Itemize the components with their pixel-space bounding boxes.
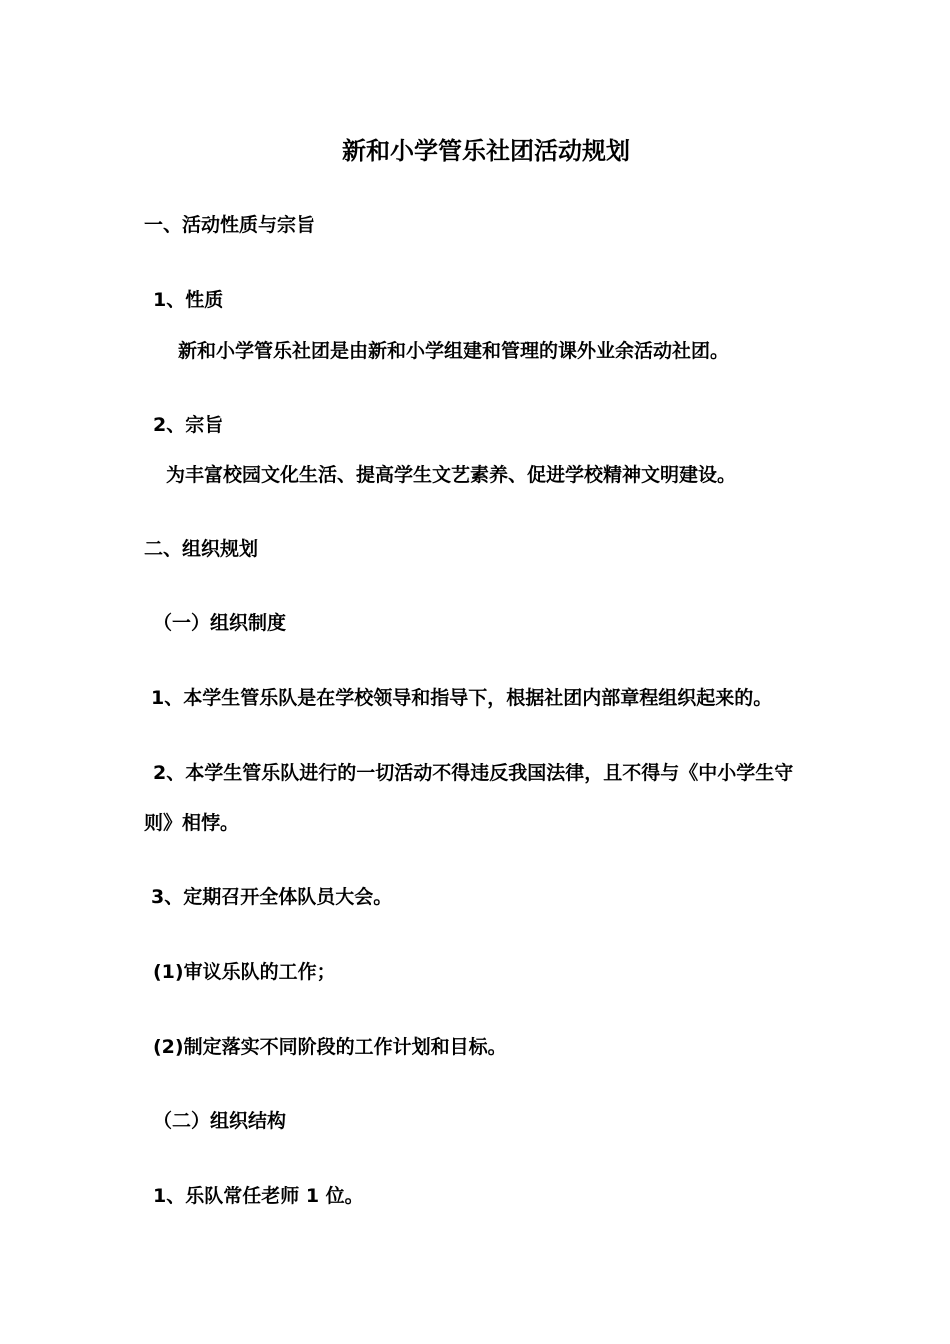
structure-item-1: 1、乐队常任老师 1 位。	[153, 1185, 364, 1207]
list-item-2-line1: 2、本学生管乐队进行的一切活动不得违反我国法律，且不得与《中小学生守	[153, 762, 794, 784]
subheading-org-system: （一）组织制度	[153, 612, 287, 634]
list-subitem-1: (1)审议乐队的工作；	[153, 961, 336, 983]
list-item-1: 1、本学生管乐队是在学校领导和指导下，根据社团内部章程组织起来的。	[151, 687, 773, 709]
list-subitem-2: (2)制定落实不同阶段的工作计划和目标。	[153, 1036, 507, 1058]
subheading-nature: 1、性质	[153, 289, 224, 311]
paragraph-purpose: 为丰富校园文化生活、提高学生文艺素养、促进学校精神文明建设。	[166, 464, 737, 486]
list-item-3: 3、定期召开全体队员大会。	[151, 886, 393, 908]
subheading-org-structure: （二）组织结构	[153, 1110, 287, 1132]
section-heading-1: 一、活动性质与宗旨	[144, 214, 316, 236]
list-item-2-line2: 则》相悖。	[144, 812, 240, 834]
section-heading-2: 二、组织规划	[144, 538, 259, 560]
document-title: 新和小学管乐社团活动规划	[342, 137, 630, 165]
paragraph-nature: 新和小学管乐社团是由新和小学组建和管理的课外业余活动社团。	[178, 340, 730, 362]
subheading-purpose: 2、宗旨	[153, 414, 224, 436]
